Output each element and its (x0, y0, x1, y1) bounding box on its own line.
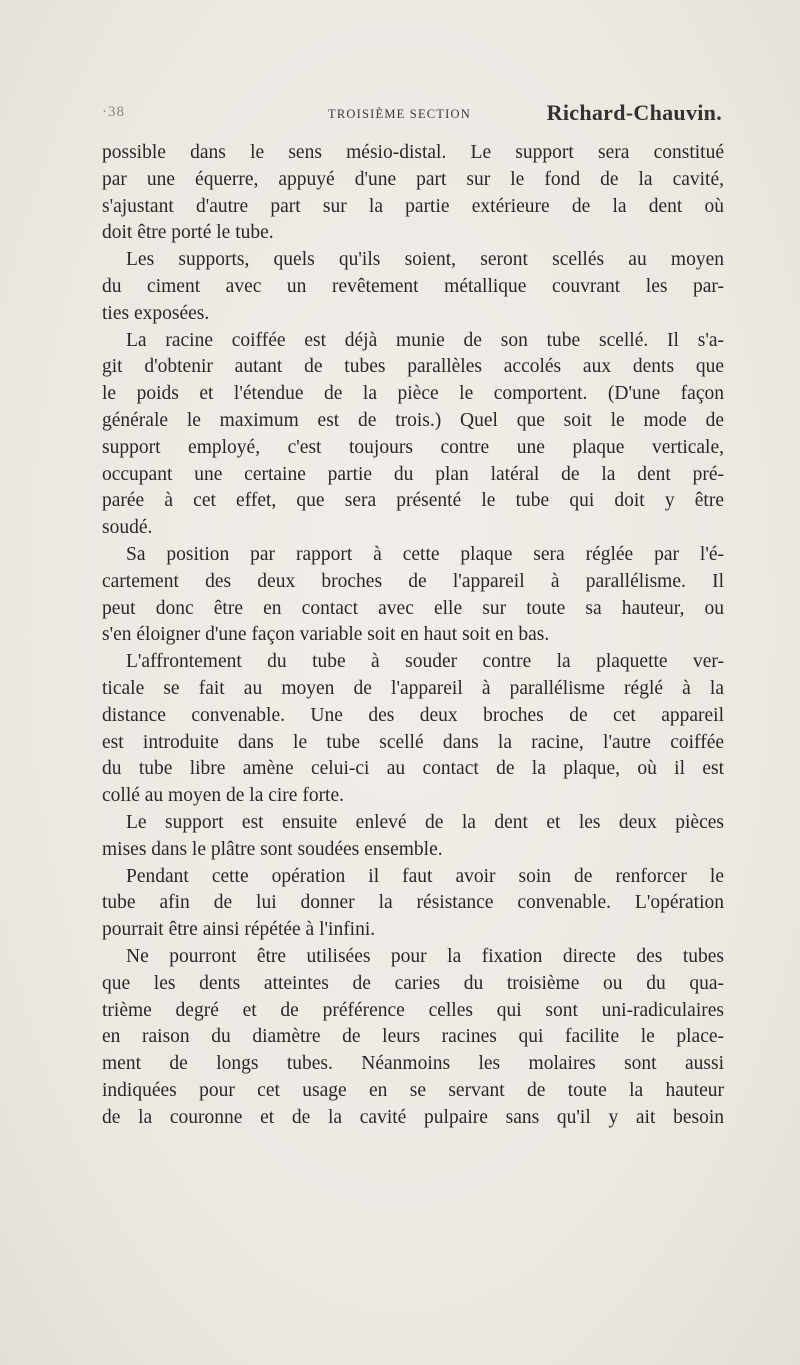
text-line: doit être porté le tube. (102, 222, 274, 244)
text-line: L'affrontement du tube à souder contre la plaquette ver- (126, 651, 724, 673)
text-line: occupant une certaine partie du plan latéral de la dent pré- (102, 463, 724, 485)
text-line: du ciment avec un revêtement métallique couvrant les par- (102, 275, 724, 297)
text-line: Ne pourront être utilisées pour la fixation directe des tubes (126, 945, 724, 967)
text-line: soudé. (102, 517, 153, 539)
text-line: La racine coiffée est déjà munie de son tube scellé. Il s'a- (126, 329, 724, 351)
text-line: du tube libre amène celui-ci au contact de la plaque, où il est (102, 758, 724, 780)
text-line: distance convenable. Une des deux broches de cet appareil (102, 704, 724, 726)
text-line: de la couronne et de la cavité pulpaire sans qu'il y ait besoin (102, 1106, 724, 1128)
text-line: en raison du diamètre de leurs racines qui facilite le place- (102, 1026, 724, 1048)
text-line: ment de longs tubes. Néanmoins les molaires sont aussi (102, 1053, 724, 1075)
text-line: indiquées pour cet usage en se servant de toute la hauteur (102, 1079, 724, 1101)
text-line: ticale se fait au moyen de l'appareil à parallélisme réglé à la (102, 677, 724, 699)
text-line: collé au moyen de la cire forte. (102, 785, 345, 807)
text-line: s'en éloigner d'une façon variable soit en haut soit en bas. (102, 624, 550, 646)
text-line: Les supports, quels qu'ils soient, seront scellés au moyen (126, 249, 724, 271)
text-line: peut donc être en contact avec elle sur toute sa hauteur, ou (102, 597, 724, 619)
text-line: cartement des deux broches de l'appareil à parallélisme. Il (102, 570, 724, 592)
text-line: git d'obtenir autant de tubes parallèles accolés aux dents que (102, 356, 724, 378)
running-head: TROISIÈME SECTION (328, 107, 471, 121)
text-line: support employé, c'est toujours contre une plaque verticale, (102, 436, 724, 458)
text-line: possible dans le sens mésio-distal. Le support sera constitué (102, 142, 724, 163)
author-name: Richard-Chauvin. (546, 100, 722, 125)
text-line: Sa position par rapport à cette plaque sera réglée par l'é- (126, 543, 724, 565)
text-line: pourrait être ainsi répétée à l'infini. (102, 919, 376, 941)
text-line: que les dents atteintes de caries du troisième ou du qua- (102, 972, 724, 994)
text-line: Le support est ensuite enlevé de la dent et les deux pièces (126, 811, 724, 833)
text-line: parée à cet effet, que sera présenté le tube qui doit y être (102, 490, 724, 512)
page-header (102, 100, 722, 130)
text-line: est introduite dans le tube scellé dans la racine, l'autre coiffée (102, 731, 724, 753)
text-line: le poids et l'étendue de la pièce le comportent. (D'une façon (102, 383, 724, 405)
text-line: mises dans le plâtre sont soudées ensemble. (102, 838, 443, 860)
page-number: ·38 (102, 104, 125, 120)
text-line: Pendant cette opération il faut avoir soin de renforcer le (126, 865, 724, 887)
text-line: générale le maximum est de trois.) Quel que soit le mode de (102, 409, 724, 431)
body-text (102, 140, 724, 1131)
text-line: tube afin de lui donner la résistance convenable. L'opération (102, 892, 724, 914)
text-line: trième degré et de préférence celles qui sont uni-radiculaires (102, 999, 724, 1021)
text-line: ties exposées. (102, 302, 210, 324)
text-line: par une équerre, appuyé d'une part sur le fond de la cavité, (102, 168, 724, 190)
text-line: s'ajustant d'autre part sur la partie extérieure de la dent où (102, 195, 724, 217)
